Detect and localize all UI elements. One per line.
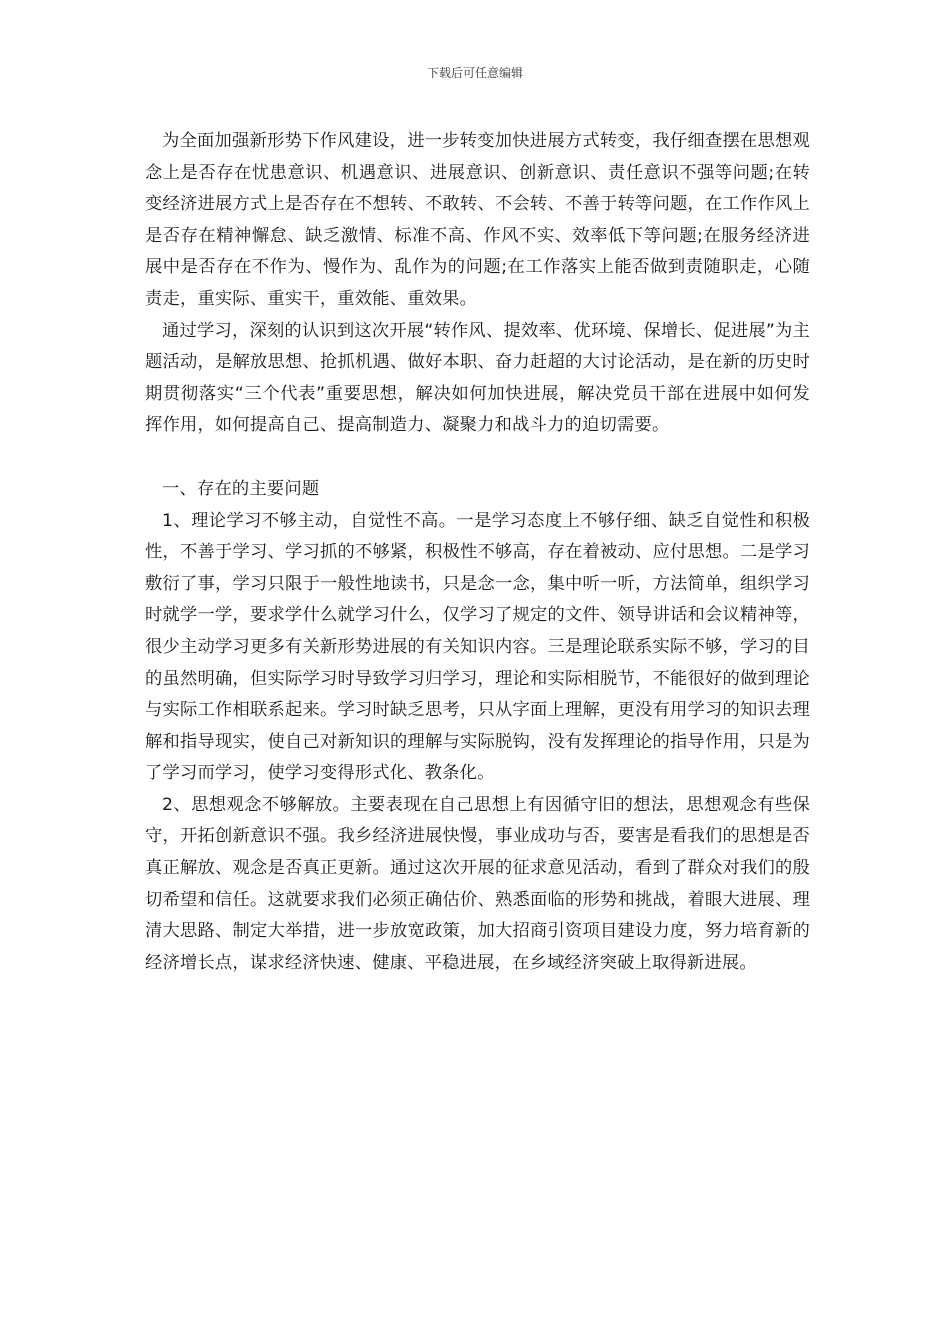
paragraph-intro: 为全面加强新形势下作风建设，进一步转变加快进展方式转变，我仔细查摆在思想观念上是否存在忧患意识、机遇意识、进展意识、创新意识、责任意识不强等问题;在转变经济进展方式上是否存在不想转、不敢转、不会转、不善于转等问题，在工作作风上是否存在精神懈怠、缺乏激情、标准不高、作风不实、效率低下等问题;在服务经济进展中是否存在不作为、慢作为、乱作为的问题;在工作落实上能否做到责随职走，心随责走，重实际、重实干，重效能、重效果。 [145,131,810,309]
paragraph-point-2: 2、思想观念不够解放。主要表现在自己思想上有因循守旧的想法，思想观念有些保守，开拓创新意识不强。我乡经济进展快慢，事业成功与否，要害是看我们的思想是否真正解放、观念是否真正更新。通过这次开展的征求意见活动，看到了群众对我们的殷切希望和信任。这就要求我们必须正确估价、熟悉面临的形势和挑战，着眼大进展、理清大思路、制定大举措，进一步放宽政策，加大招商引资项目建设力度，努力培育新的经济增长点，谋求经济快速、健康、平稳进展，在乡域经济突破上取得新进展。 [145,794,810,973]
paragraph-spacer [145,442,810,474]
document-body [145,126,810,979]
paragraph-study: 通过学习，深刻的认识到这次开展“转作风、提效率、优环境、保增长、促进展”为主题活动，是解放思想、抢抓机遇、做好本职、奋力赶超的大讨论活动，是在新的历史时期贯彻落实“三个代表”重要思想，解决如何加快进展，解决党员干部在进展中如何发挥作用，如何提高自己、提高制造力、凝聚力和战斗力的迫切需要。 [145,320,810,436]
paragraph-point-1: 1、理论学习不够主动，自觉性不高。一是学习态度上不够仔细、缺乏自觉性和积极性，不善于学习、学习抓的不够紧，积极性不够高，存在着被动、应付思想。二是学习敷衍了事，学习只限于一般性地读书，只是念一念，集中听一听，方法简单，组织学习时就学一学，要求学什么就学习什么，仅学习了规定的文件、领导讲话和会议精神等，很少主动学习更多有关新形势进展的有关知识内容。三是理论联系实际不够，学习的目的虽然明确，但实际学习时导致学习归学习，理论和实际相脱节，不能很好的做到理论与实际工作相联系起来。学习时缺乏思考，只从字面上理解，更没有用学习的知识去理解和指导现实，使自己对新知识的理解与实际脱钩，没有发挥理论的指导作用，只是为了学习而学习，使学习变得形式化、教条化。 [145,510,810,784]
section-heading: 一、存在的主要问题 [162,478,320,499]
page-header: 下载后可任意编辑 [426,66,523,80]
